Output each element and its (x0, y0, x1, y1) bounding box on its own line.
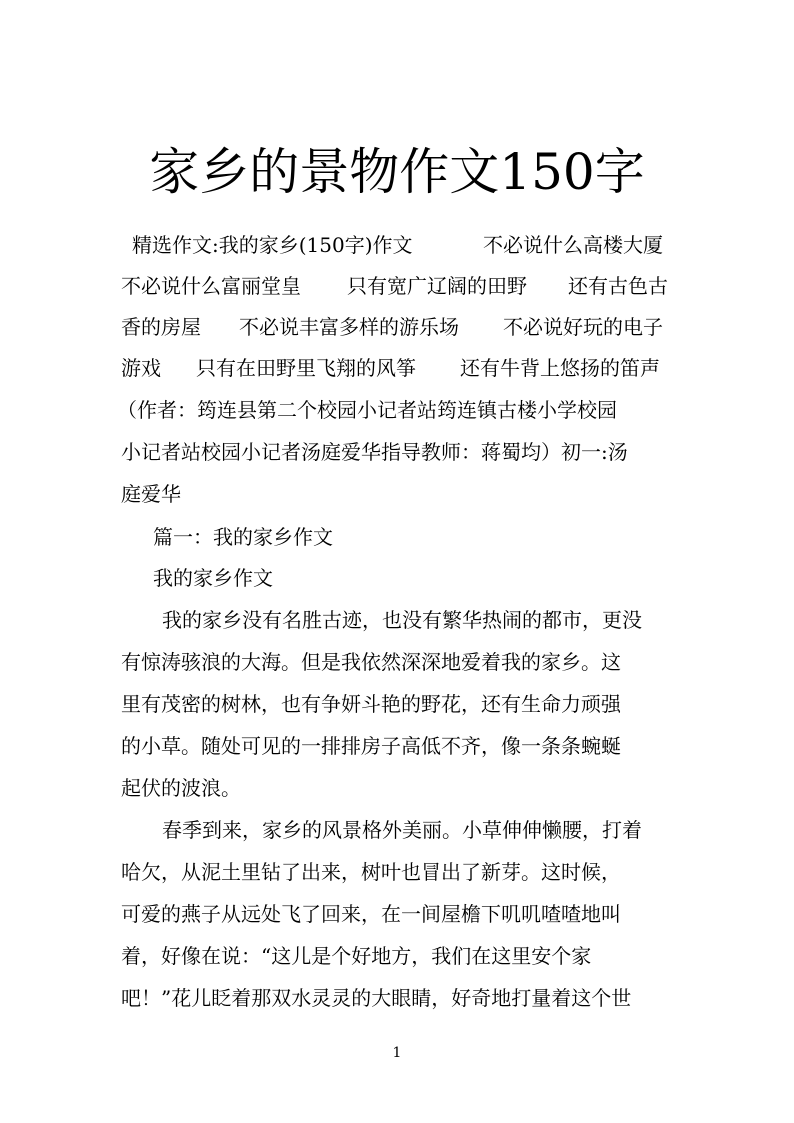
body-text: 起伏的波浪。 (121, 776, 241, 800)
page-number: 1 (392, 1045, 402, 1061)
section-heading-text: 篇一：我的家乡作文 (153, 525, 333, 549)
intro-text: 还有牛背上悠扬的笛声 (460, 356, 660, 380)
intro-text: 还有古色古 (568, 274, 668, 298)
body-text: 着，好像在说：“这儿是个好地方，我们在这里安个家 (121, 944, 592, 968)
intro-text: 只有在田野里飞翔的风筝 (196, 356, 416, 380)
intro-text: 游戏 (121, 356, 161, 380)
body-text: 可爱的燕子从远处飞了回来，在一间屋檐下叽叽喳喳地叫 (121, 902, 621, 926)
intro-text: 精选作文:我的家乡(150字)作文 (132, 233, 413, 257)
intro-text: 不必说什么高楼大厦 (483, 233, 663, 257)
author-text: （作者：筠连县第二个校园小记者站筠连镇古楼小学校园 (117, 398, 617, 422)
document-title: 家乡的景物作文150字 (149, 143, 645, 201)
author-text: 小记者站校园小记者汤庭爱华指导教师：蒋蜀均）初一:汤 (121, 440, 628, 464)
intro-text: 不必说什么富丽堂皇 (121, 274, 301, 298)
intro-text: 不必说好玩的电子 (503, 315, 663, 339)
body-text: 的小草。随处可见的一排排房子高低不齐，像一条条蜿蜒 (121, 734, 621, 758)
intro-text: 不必说丰富多样的游乐场 (239, 315, 459, 339)
body-text: 吧！”花儿眨着那双水灵灵的大眼睛，好奇地打量着这个世 (121, 986, 632, 1010)
body-text: 我的家乡没有名胜古迹，也没有繁华热闹的都市，更没 (162, 608, 642, 632)
author-text: 庭爱华 (121, 482, 181, 506)
body-text: 哈欠，从泥土里钻了出来，树叶也冒出了新芽。这时候， (121, 860, 621, 884)
body-text: 里有茂密的树林，也有争妍斗艳的野花，还有生命力顽强 (121, 692, 621, 716)
intro-text: 只有宽广辽阔的田野 (347, 274, 527, 298)
subheading-text: 我的家乡作文 (153, 566, 273, 590)
body-text: 有惊涛骇浪的大海。但是我依然深深地爱着我的家乡。这 (121, 650, 621, 674)
intro-text: 香的房屋 (121, 315, 201, 339)
body-text: 春季到来，家乡的风景格外美丽。小草伸伸懒腰，打着 (162, 818, 642, 842)
